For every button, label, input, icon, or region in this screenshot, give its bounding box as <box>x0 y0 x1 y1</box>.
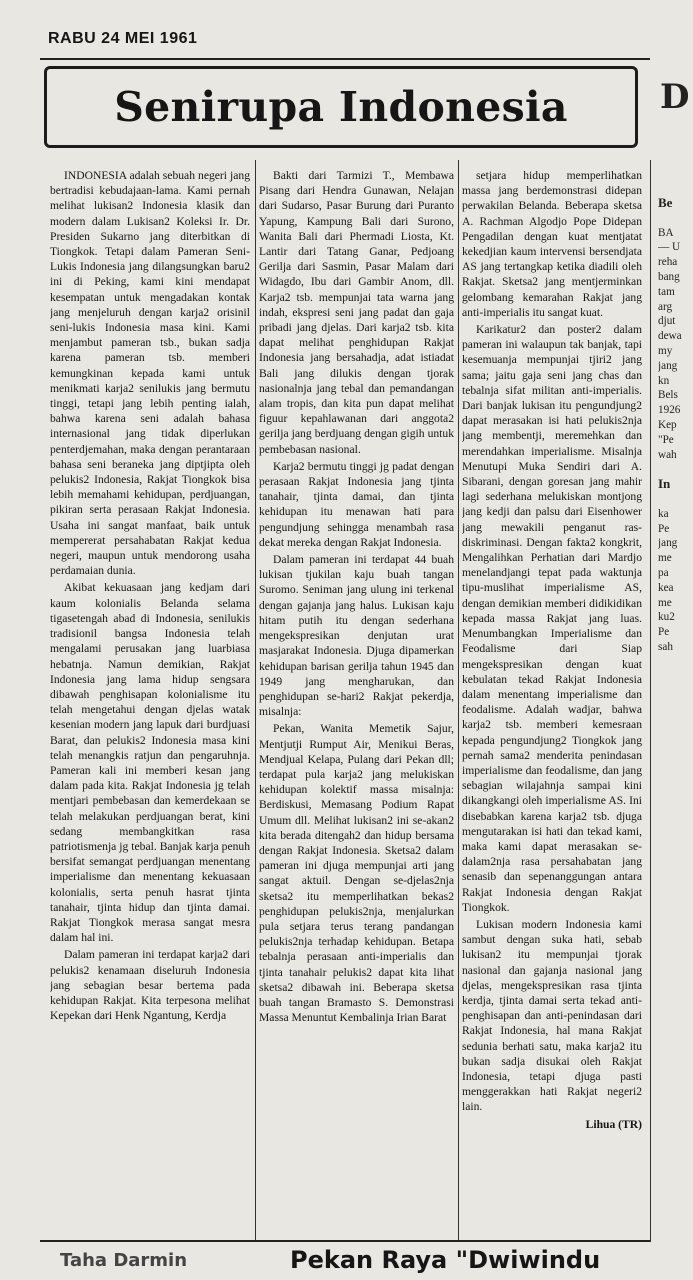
adjacent-text-line <box>658 492 693 507</box>
dateline: RABU 24 MEI 1961 <box>48 30 198 47</box>
author-signature: Lihua (TR) <box>585 1117 642 1131</box>
adjacent-text-line: In <box>658 477 671 492</box>
adjacent-text-line: me <box>658 552 672 565</box>
next-article-heading: Pekan Raya "Dwiwindu <box>290 1246 601 1274</box>
paragraph: Dalam pameran ini terdapat 44 buah lukisan tjukilan kaju buah tangan Suromo. Seniman jang ulung ini terkenal dengan gajanja jang halus. Lukisan kaju hitam putih itu dengan sederhana mengekspresikan denjutan urat masjarakat Indonesia. Djuga dipamerkan kehidupan barisan gerilja tahun 1945 dan 1949 jang mengharukan, dan penghidupan se-hari2 Rakjat pekerdja, misalnja: <box>259 553 454 719</box>
adjacent-text-line: wah <box>658 448 677 461</box>
paragraph: Lukisan modern Indonesia kami sambut dengan suka hati, sebab lukisan2 itu mempunjai tjorak nasional dan gajanja nasional jang djelas, mengekspresikan rasa tjinta kerdja, tjinta damai serta tekad anti-penghisapan dan anti-penindasan dari Rakjat Indonesia, hal mana Rakjat sedunia berhati satu, maka karja2 itu bukan sadja disukai oleh Rakjat Indonesia, tetapi djuga pasti menggerakkan hati Rakjat negeri2 lain. <box>462 917 642 1114</box>
paragraph: INDONESIA adalah sebuah negeri jang bertradisi kebudajaan-lama. Kami pernah melihat lukisan2 Indonesia klasik dan modern dalam Lukisan2 Koleksi Ir. Dr. Presiden Sukarno jang diterbitkan di Tiongkok. Tetapi dalam Pameran Seni-Lukis Indonesia jang dilangsungkan baru2 ini di Peking, kami kini mendapat kesempatan untuk mengadakan kontak jang menjeluruh dengan karja2 orisinil seni-lukis Indonesia masa kini. Kami menjambut pameran tsb., bukan sadja karena pameran tsb. memberi kemungkinan kepada kami untuk menikmati karja2 senilukis jang bermutu tinggi, tetapi jang lebih penting ialah, bahwa karena seni adalah bahasa internasional jang tidak diperlukan penterdjemahan, maka dengan perantaraan bahasa seni beraneka jang diptjipta oleh pelukis2 Indonesia, Rakjat Tiongkok bisa lebih memahami kehidupan, perdjuangan, pikiran serta perasaan Rakjat Indonesia. Usaha ini sangat manfaat, baik untuk mempererat persahabatan Rakjat kedua negeri, maupun untuk mendorong usaha perdamaian dunia. <box>50 169 250 578</box>
adjacent-text-line: tam <box>658 285 675 298</box>
article-column-1 <box>50 168 250 1240</box>
adjacent-text-lines <box>658 196 693 655</box>
adjacent-text-line: dewa <box>658 330 682 343</box>
headline: Senirupa Indonesia <box>114 83 568 131</box>
paragraph: Pekan, Wanita Memetik Sajur, Mentjutji Rumput Air, Menikui Beras, Mendjual Kelapa, Pulang dari Pekan dll; terdapat pula karja2 jang melukiskan kehidupan kolektif massa misalnja: Berdiskusi, Memasang Podium Rapat Umum dll. Melihat lukisan2 ini se-akan2 kita berada ditengah2 dan hidup bersama dengan Rakjat Indonesia. Sketsa2 dalam pameran ini djuga mempunjai arti jang sangat aktuil. Dengan se-djelas2nja sketsa2 itu memperlihatkan bekas2 penghidupan pelukis2nja, menjalurkan pula setjara terus terang pandangan pelukis2nja terhadap kehidupan. Betapa tebalnja perasaan anti-imperialis dan tjinta tanahair pelukis2 dapat kita lihat sketsa2 dibawah ini. Beberapa sketsa buah tangan Bramasto S. Demonstrasi Massa Menuntut Kembalinja Irian Barat <box>259 722 454 1025</box>
adjacent-text-line: kea <box>658 581 674 594</box>
adjacent-text-line: arg <box>658 300 673 313</box>
adjacent-text-line: sah <box>658 640 673 653</box>
adjacent-text-line: — U <box>658 241 681 254</box>
adjacent-text-line: me <box>658 596 672 609</box>
adjacent-text-line <box>658 211 693 226</box>
article-column-3 <box>462 168 642 1240</box>
adjacent-text-line: "Pe <box>658 433 674 446</box>
paragraph: Akibat kekuasaan jang kedjam dari kaum kolonialis Belanda selama tigasetengah abad di Indonesia, senilukis tradisionil bangsa Indonesia telah mengalami perusakan jang luarbiasa hebatnja. Namun demikian, Rakjat Indonesia jang lama hidup sengsara dibawah penghisapan kolonialisme itu telah mengetahui dengan djelas watak kesenian modern jang lapuk dari burdjuasi Barat, dan pelukis2 Indonesia masa kini telah menangkis ratjun dan pengaruhnja. Pameran kali ini memberi kesan jang dalam pada kita. Rakjat Indonesia jg telah mentjari pembebasan dan kemerdekaan se telah melakukan perdjuangan berat, kini sedang membangkitkan rasa patriotismenja jg tebal. Banjak karja penuh bersifat semangat perdjuangan menentang imperialisme dan menentang kekuasaan kolonialis, serta penuh hasrat tjinta tanahair, tjinta hidup dan tjinta damai. Rakjat Tiongkok merasa sangat mesra dalam hal ini. <box>50 581 250 945</box>
adjacent-text-line: Kep <box>658 418 677 431</box>
column-divider <box>458 160 459 1242</box>
adjacent-text-line: jang <box>658 359 678 372</box>
adjacent-text-line: ka <box>658 507 669 520</box>
next-article-fragment: Taha Darmin <box>60 1250 188 1271</box>
adjacent-text-line: ku2 <box>658 611 675 624</box>
paragraph: Dalam pameran ini terdapat karja2 dari pelukis2 kenamaan diseluruh Indonesia jang sebagian besar bertema pada kehidupan Rakjat. Kita terpesona melihat Kepekan dari Henk Ngantung, Kerdja <box>50 948 250 1023</box>
adjacent-column-fragment <box>656 0 693 1280</box>
adjacent-headline-letter: D <box>660 77 690 117</box>
adjacent-text-line: Be <box>658 196 673 210</box>
bottom-rule <box>40 1240 650 1242</box>
adjacent-text-line: jang <box>658 537 678 550</box>
adjacent-text-line: Pe <box>658 522 670 535</box>
column-divider <box>650 160 651 1242</box>
adjacent-text-line: bang <box>658 270 680 283</box>
paragraph: Karikatur2 dan poster2 dalam pameran ini walaupun tak banjak, tapi kesemuanja mempunjai tjiri2 jang sama; jaitu gaja seni jang chas dan tebalnja sifat militan anti-imperialis. Dari banjak lukisan itu pengundjung2 dapat merasakan isi hati pelukis2nja jang membentji, meremehkan dan merendahkan imperialisme. Misalnja Menutupi Muka Sendiri dari A. Sibarani, dengan goresan jang mahir lagi sederhana melukiskan montjong jang kedji dan palsu dari Eisenhower jang mewakili penganut ras-diskriminasi. Dengan fakta2 kongkrit, Mengalihkan Perhatian dari Mardjo menelandjangi tepat pada waktunja tipu-muslihat imperialisme AS, dengan demikian memberi didikidikan kepada massa Rakjat jang luas. Menumbangkan Imperialisme dan Feodalisme dari Siap mengekspresikan dengan kuat kebulatan tekad Rakjat Indonesia dalam menentang imperialisme dan feodalisme. Adalah wadjar, bahwa karja2 tsb. memberi kemesraan kepada pengundjung2 Tiongkok jang pernah sama2 menderita penindasan imperialisme dan feodalisme, dan jang sebagian wilajahnja sampai kini dikangkangi oleh imperialisme AS. Ini disebabkan karena karja2 tsb. djuga mengutarakan isi hati dan tekad kami, maka kami dapat merasakan se-dalam2nja rasa persahabatan jang senasib dan sepenanggungan antara Rakjat Indonesia dengan Rakjat Tiongkok. <box>462 323 642 914</box>
adjacent-text-line: reha <box>658 256 678 269</box>
paragraph: setjara hidup memperlihatkan massa jang berdemonstrasi didepan perwakilan Belanda. Beberapa sketsa A. Rachman Algodjo Pope Didepan Pengadilan dengan kuat mentjatat kekedjian kaum intervensi bersendjata AS jang tertangkap ketika diadili oleh Rakjat. Sketsa2 jang mentjerminkan gelombang kemarahan Rakjat jang anti-imperialis itu sangat kuat. <box>462 169 642 319</box>
adjacent-text-line: pa <box>658 566 669 579</box>
adjacent-text-line: BA <box>658 226 674 239</box>
top-rule <box>40 58 650 60</box>
column-divider <box>255 160 256 1242</box>
adjacent-text-line: 1926 <box>658 404 681 417</box>
adjacent-text-line: Pe <box>658 626 670 639</box>
adjacent-text-line <box>658 462 693 477</box>
article-column-2 <box>259 168 454 1240</box>
adjacent-text-line: my <box>658 344 673 357</box>
headline-box <box>44 66 638 148</box>
paragraph: Karja2 bermutu tinggi jg padat dengan perasaan Rakjat Indonesia jang tjinta tanahair, tjinta damai, dan tjinta kehidupan itu menawan hati para pengundjung sehingga menambah rasa dekat mereka dengan Rakjat Indonesia. <box>259 459 454 549</box>
adjacent-text-line: djut <box>658 315 676 328</box>
adjacent-text-line: kn <box>658 374 670 387</box>
paragraph: Bakti dari Tarmizi T., Membawa Pisang dari Hendra Gunawan, Nelajan dari Sudarso, Pasar Burung dari Puranto Yapung, Kampung Bali dari Surono, Wanita Bali dari Phermadi Liosta, Kt. Lantir dari Tatang Ganar, Pedjoang Gerilja dari Sasmin, Pasar Malam dari Widagdo, Ibu dari Gambir Anom, dll. Karja2 tsb. mempunjai tata warna jang indah, ekspresi seni jang padat dan gaja pribadi jang djelas. Dari karja2 tsb. kita dapat melihat penghidupan Rakjat Indonesia jang bersahadja, adat istiadat Bali jang dilukis dengan tjorak nasionalnja jang tebal dan pemandangan alam tropis, dan kita pun dapat melihat figuur kepahlawanan dari anggota2 gerilja jang berdjuang dengan gigih untuk pembebasan nasional. <box>259 169 454 456</box>
adjacent-text-line: Bels <box>658 389 678 402</box>
